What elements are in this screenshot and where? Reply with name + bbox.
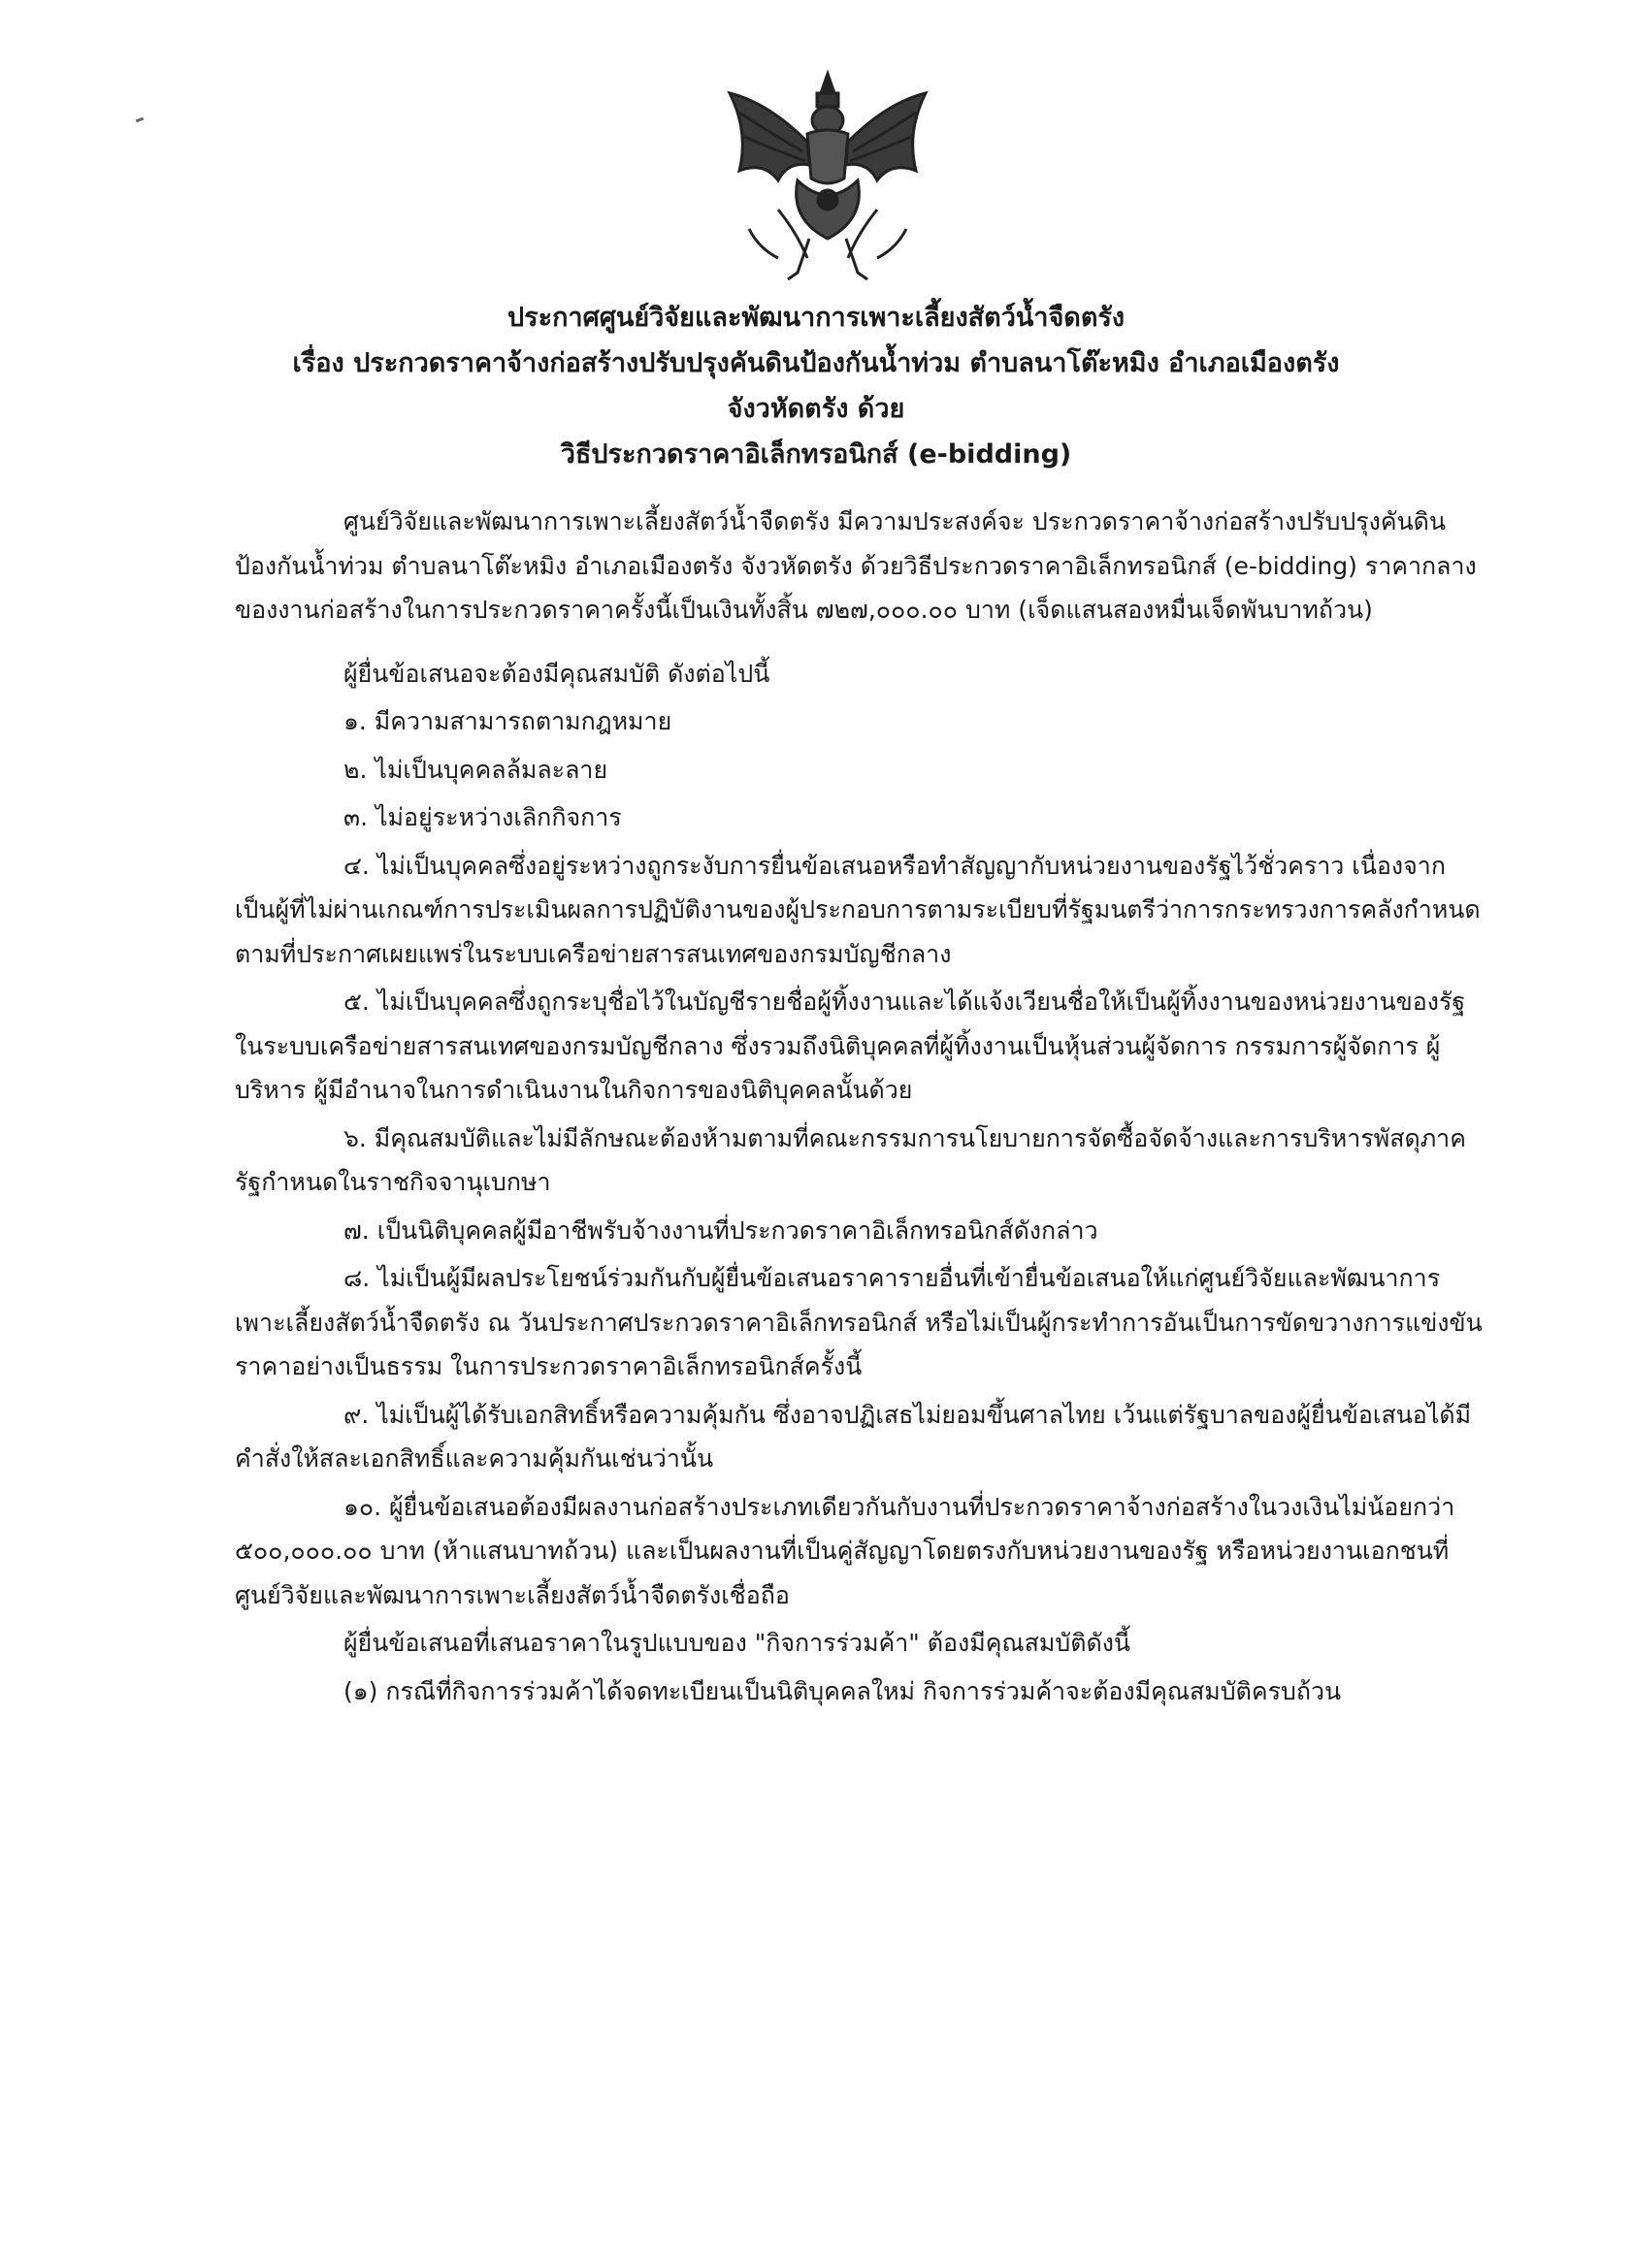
qualification-item-2: ๒. ไม่เป็นบุคคลล้มละลาย [343, 755, 608, 784]
subject-text: ประกวดราคาจ้างก่อสร้างปรับปรุงคันดินป้องกันน้ำท่วม ตำบลนาโต๊ะหมิง อำเภอเมืองตรัง จังวหัดตรัง ด้วย [353, 348, 1340, 424]
qualification-item-6: ๖. มีคุณสมบัติและไม่มีลักษณะต้องห้ามตามที่คณะกรรมการนโยบายการจัดซื้อจัดจ้างและการบริหารพัสดุภาครัฐกำหนดในราชกิจจานุเบกษา [235, 1123, 1466, 1196]
qualifications-heading: ผู้ยื่นข้อเสนอจะต้องมีคุณสมบัติ ดังต่อไปนี้ [343, 659, 770, 688]
garuda-emblem-icon [720, 64, 935, 287]
subject-label: เรื่อง [292, 348, 344, 378]
qualification-item-3: ๓. ไม่อยู่ระหว่างเลิกกิจการ [343, 803, 622, 831]
qualification-item-8: ๘. ไม่เป็นผู้มีผลประโยชน์ร่วมกันกับผู้ยื่นข้อเสนอราคารายอื่นที่เข้ายื่นข้อเสนอให้แก่ศูนย์วิจัยและพัฒนาการเพาะเลี้ยงสัตว์น้ำจืดตรัง ณ วันประกาศประกวดราคาอิเล็กทรอนิกส์ หรือไม่เป็นผู้กระทำการอันเป็นการขัดขวางการแข่งขันราคาอย่างเป็นธรรม ในการประกวดราคาอิเล็กทรอนิกส์ครั้งนี้ [235, 1264, 1483, 1380]
qualification-item-10: ๑๐. ผู้ยื่นข้อเสนอต้องมีผลงานก่อสร้างประเภทเดียวกันกับงานที่ประกวดราคาจ้างก่อสร้างในวงเงินไม่น้อยกว่า ๕๐๐,๐๐๐.๐๐ บาท (ห้าแสนบาทถ้วน) และเป็นผลงานที่เป็นคู่สัญญาโดยตรงกับหน่วยงานของรัฐ หรือหน่วยงานเอกชนที่ศูนย์วิจัยและพัฒนาการเพาะเลี้ยงสัตว์น้ำจืดตรังเชื่อถือ [235, 1492, 1455, 1609]
announcement-title: ประกาศศูนย์วิจัยและพัฒนาการเพาะเลี้ยงสัตว์น้ำจืดตรัง [506, 303, 1126, 333]
qualification-item-4: ๔. ไม่เป็นบุคคลซึ่งอยู่ระหว่างถูกระงับการยื่นข้อเสนอหรือทำสัญญากับหน่วยงานของรัฐไว้ชั่วคราว เนื่องจากเป็นผู้ที่ไม่ผ่านเกณฑ์การประเมินผลการปฏิบัติงานของผู้ประกอบการตามระเบียบที่รัฐมนตรีว่าการกระทรวงการคลังกำหนดตามที่ประกาศเผยแพร่ในระบบเครือข่ายสารสนเทศของกรมบัญชีกลาง [235, 851, 1481, 968]
joint-venture-heading: ผู้ยื่นข้อเสนอที่เสนอราคาในรูปแบบของ "กิจการร่วมค้า" ต้องมีคุณสมบัติดังนี้ [343, 1629, 1130, 1657]
qualification-item-7: ๗. เป็นนิติบุคคลผู้มีอาชีพรับจ้างงานที่ประกวดราคาอิเล็กทรอนิกส์ดังกล่าว [343, 1215, 1098, 1245]
document-body [235, 500, 1485, 1713]
subject-line [291, 340, 1341, 432]
scan-speck [136, 117, 145, 123]
intro-paragraph: ศูนย์วิจัยและพัฒนาการเพาะเลี้ยงสัตว์น้ำจืดตรัง มีความประสงค์จะ ประกวดราคาจ้างก่อสร้างปรับปรุงคันดินป้องกันน้ำท่วม ตำบลนาโต๊ะหมิง อำเภอเมืองตรัง จังวหัดตรัง ด้วยวิธีประกวดราคาอิเล็กทรอนิกส์ (e-bidding) ราคากลางของงานก่อสร้างในการประกวดราคาครั้งนี้เป็นเงินทั้งสิ้น ๗๒๗,๐๐๐.๐๐ บาท (เจ็ดแสนสองหมื่นเจ็ดพันบาทถ้วน) [235, 507, 1477, 624]
qualification-item-9: ๙. ไม่เป็นผู้ได้รับเอกสิทธิ์หรือความคุ้มกัน ซึ่งอาจปฏิเสธไม่ยอมขึ้นศาลไทย เว้นแต่รัฐบาลของผู้ยื่นข้อเสนอได้มีคำสั่งให้สละเอกสิทธิ์และความคุ้มกันเช่นว่านั้น [235, 1400, 1472, 1473]
qualification-item-5: ๕. ไม่เป็นบุคคลซึ่งถูกระบุชื่อไว้ในบัญชีรายชื่อผู้ทิ้งงานและได้แจ้งเวียนชื่อให้เป็นผู้ทิ้งงานของหน่วยงานของรัฐในระบบเครือข่ายสารสนเทศของกรมบัญชีกลาง ซึ่งรวมถึงนิติบุคคลที่ผู้ทิ้งงานเป็นหุ้นส่วนผู้จัดการ กรรมการผู้จัดการ ผู้บริหาร ผู้มีอำนาจในการดำเนินงานในกิจการของนิติบุคคลนั้นด้วย [235, 988, 1466, 1104]
qualification-item-1: ๑. มีความสามารถตามกฎหมาย [343, 707, 672, 735]
subject-line-continued: วิธีประกวดราคาอิเล็กทรอนิกส์ (e-bidding) [560, 439, 1072, 470]
joint-venture-item-1: (๑) กรณีที่กิจการร่วมค้าได้จดทะเบียนเป็นนิติบุคคลใหม่ กิจการร่วมค้าจะต้องมีคุณสมบัติครบถ้วน [343, 1676, 1342, 1705]
document-header [291, 295, 1341, 477]
